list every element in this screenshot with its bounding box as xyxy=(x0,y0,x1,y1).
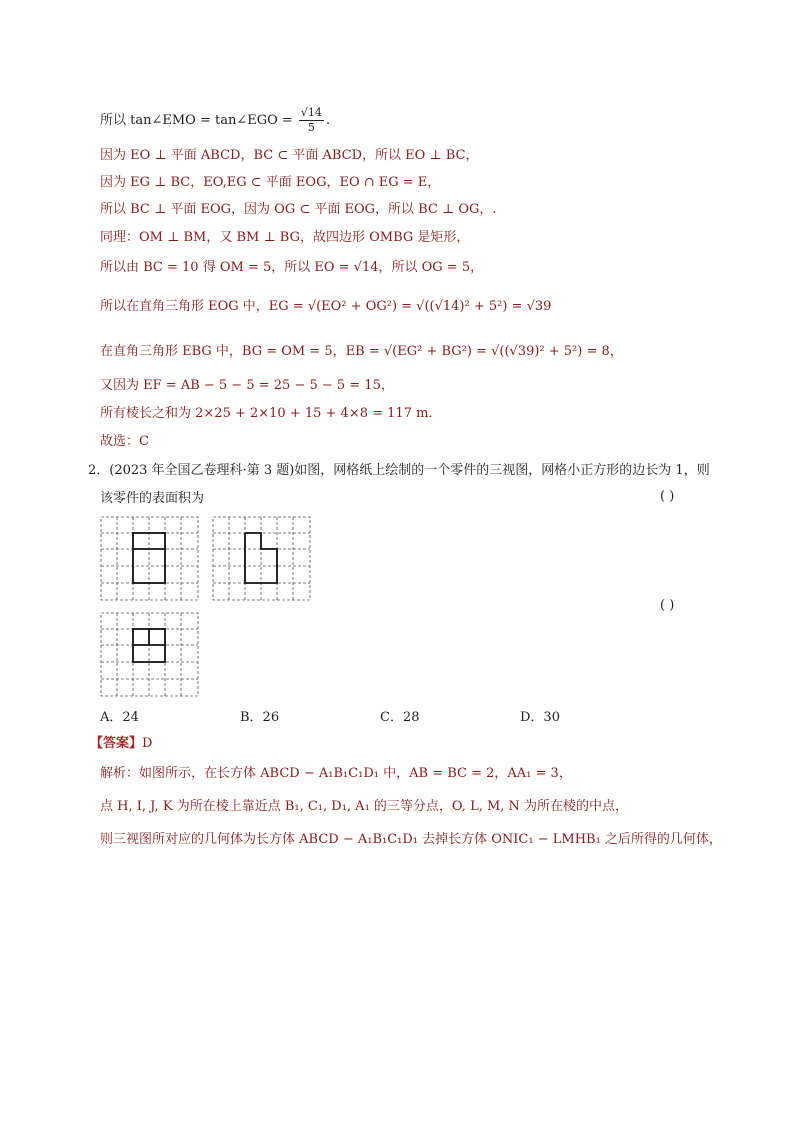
answer-paren-2: ( ) xyxy=(660,598,675,613)
question-line-2: 该零件的表面积为 xyxy=(100,491,205,506)
question-line-1: 2．(2023 年全国乙卷理科·第 3 题)如图，网格纸上绘制的一个零件的三视图，网格小正方形的边长为 1，则 xyxy=(88,463,710,478)
fraction xyxy=(299,106,324,135)
solution-line-11: 故选：C xyxy=(100,434,149,449)
solution-line-1-end: . xyxy=(325,113,331,128)
solution-line-3: 因为 EG ⊥ BC，EO,EG ⊂ 平面 EOG，EO ∩ EG = E， xyxy=(100,175,441,190)
analysis-line-1: 解析：如图所示，在长方体 ABCD − A₁B₁C₁D₁ 中，AB = BC = 2，AA₁ = 3， xyxy=(100,766,572,781)
solution-line-1 xyxy=(100,106,330,135)
analysis-line-3: 则三视图所对应的几何体为长方体 ABCD − A₁B₁C₁D₁ 去掉长方体 ONIC₁ − LMHB₁ 之后所得的几何体， xyxy=(100,832,722,847)
solution-line-6: 所以由 BC = 10 得 OM = 5，所以 EO = √14，所以 OG = 5， xyxy=(100,260,484,275)
solution-line-2: 因为 EO ⊥ 平面 ABCD，BC ⊂ 平面 ABCD，所以 EO ⊥ BC， xyxy=(100,148,479,163)
option-d: D．30 xyxy=(520,710,560,725)
fraction-numerator: √14 xyxy=(300,106,322,119)
option-b: B．26 xyxy=(240,710,280,725)
option-c: C．28 xyxy=(380,710,420,725)
top-view-grid xyxy=(100,612,200,698)
analysis-line-2: 点 H, I, J, K 为所在棱上靠近点 B₁, C₁, D₁, A₁ 的三等分点，O, L, M, N 为所在棱的中点， xyxy=(100,799,629,814)
answer-tag: 【答案】 xyxy=(90,736,143,751)
option-a: A．24 xyxy=(100,710,139,725)
answer-paren-1: ( ) xyxy=(660,489,675,504)
solution-line-8: 在直角三角形 EBG 中，BG = OM = 5，EB = √(EG² + BG²) = √((√39)² + 5²) = 8， xyxy=(100,344,623,359)
side-view-grid xyxy=(212,516,312,602)
solution-line-4: 所以 BC ⊥ 平面 EOG，因为 OG ⊂ 平面 EOG，所以 BC ⊥ OG，. xyxy=(100,202,497,217)
solution-line-1-text: 所以 tan∠EMO = tan∠EGO = xyxy=(100,113,297,128)
solution-line-10: 所有棱长之和为 2×25 + 2×10 + 15 + 4×8 = 117 m． xyxy=(100,406,442,421)
front-view-grid xyxy=(100,516,200,602)
answer-line xyxy=(90,734,152,754)
solution-line-5: 同理：OM ⊥ BM，又 BM ⊥ BG，故四边形 OMBG 是矩形， xyxy=(100,230,470,245)
solution-line-7: 所以在直角三角形 EOG 中，EG = √(EO² + OG²) = √((√14)² + 5²) = √39 xyxy=(100,299,552,314)
answer-value: D xyxy=(142,736,153,751)
solution-line-9: 又因为 EF = AB − 5 − 5 = 25 − 5 − 5 = 15， xyxy=(100,378,394,393)
fraction-denominator: 5 xyxy=(307,121,315,134)
